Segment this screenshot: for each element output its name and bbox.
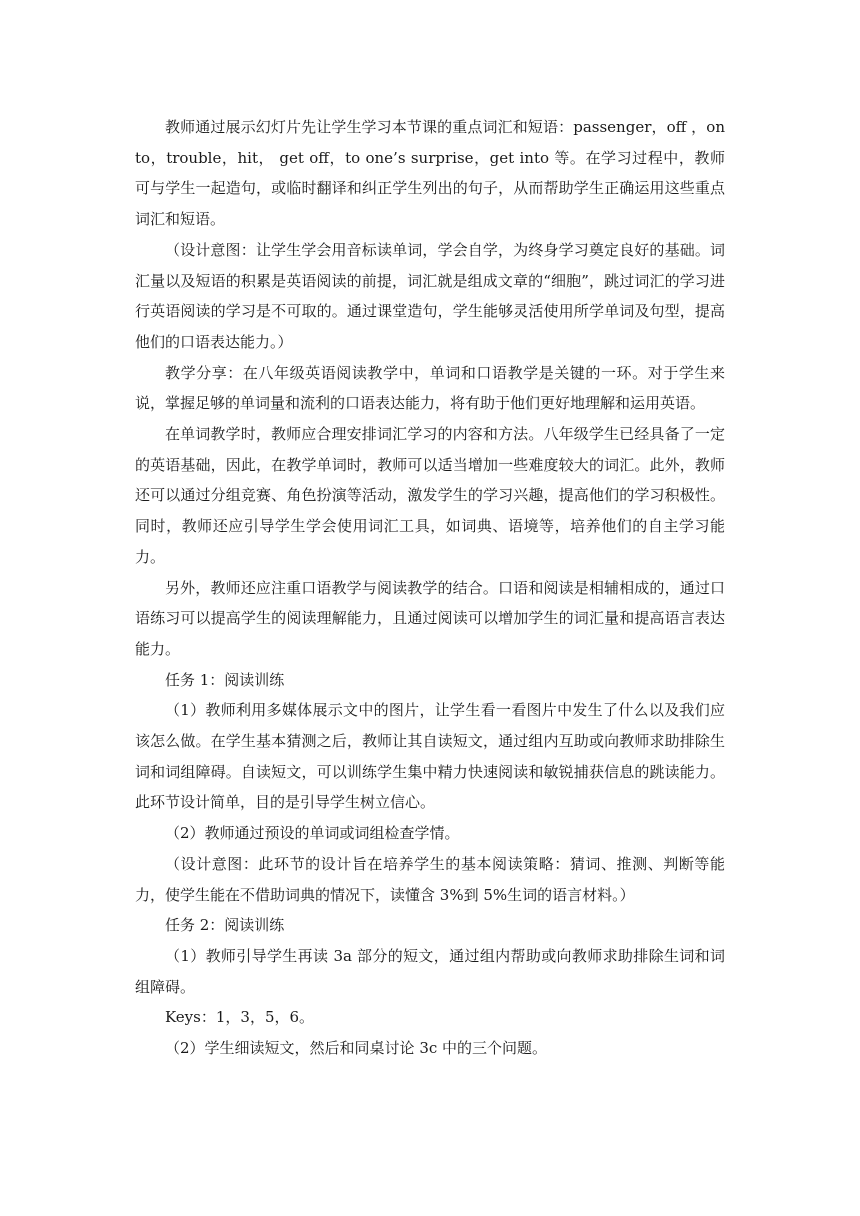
paragraph-oral-reading: 另外，教师还应注重口语教学与阅读教学的结合。口语和阅读是相辅相成的，通过口语练习可以提高学生的阅读理解能力，且通过阅读可以增加学生的词汇量和提高语言表达能力。 bbox=[135, 578, 725, 658]
paragraph-task1-step1: （1）教师利用多媒体展示文中的图片，让学生看一看图片中发生了什么以及我们应该怎么做。在学生基本猜测之后，教师让其自读短文，通过组内互助或向教师求助排除生词和词组障碍。自读短文，可以训练学生集中精力快速阅读和敏锐捕获信息的跳读能力。此环节设计简单，目的是引导学生树立信心。 bbox=[135, 701, 725, 812]
task-1-heading: 任务 1：阅读训练 bbox=[165, 670, 285, 689]
paragraph-teaching-share: 教学分享：在八年级英语阅读教学中，单词和口语教学是关键的一环。对于学生来说，掌握足够的单词量和流利的口语表达能力，将有助于他们更好地理解和运用英语。 bbox=[135, 363, 725, 413]
paragraph-design-intent-2: （设计意图：此环节的设计旨在培养学生的基本阅读策略：猜词、推测、判断等能力，使学生能在不借助词典的情况下，读懂含 3%到 5%生词的语言材料。） bbox=[135, 854, 725, 904]
paragraph-task2-step2: （2）学生细读短文，然后和同桌讨论 3c 中的三个问题。 bbox=[165, 1039, 548, 1058]
paragraph-design-intent-1: （设计意图：让学生学会用音标读单词，学会自学，为终身学习奠定良好的基础。词汇量以及短语的积累是英语阅读的前提，词汇就是组成文章的“细胞”，跳过词汇的学习进行英语阅读的学习是不可取的。通过课堂造句，学生能够灵活使用所学单词及句型，提高他们的口语表达能力。） bbox=[135, 240, 725, 351]
document-body bbox=[135, 112, 725, 1064]
paragraph-keys: Keys：1，3，5，6。 bbox=[165, 1008, 315, 1027]
task-2-heading: 任务 2：阅读训练 bbox=[165, 916, 285, 935]
paragraph-task2-step1: （1）教师引导学生再读 3a 部分的短文，通过组内帮助或向教师求助排除生词和词组障碍。 bbox=[135, 946, 725, 996]
paragraph-vocabulary-intro: 教师通过展示幻灯片先让学生学习本节课的重点词汇和短语：passenger，off ，onto，trouble，hit， get off，to one’s surprise，get into 等。在学习过程中，教师可与学生一起造句，或临时翻译和纠正学生列出的句子，从而帮助学生正确运用这些重点词汇和短语。 bbox=[135, 118, 725, 229]
paragraph-task1-step2: （2）教师通过预设的单词或词组检查学情。 bbox=[165, 824, 460, 843]
paragraph-word-teaching: 在单词教学时，教师应合理安排词汇学习的内容和方法。八年级学生已经具备了一定的英语基础，因此，在教学单词时，教师可以适当增加一些难度较大的词汇。此外，教师还可以通过分组竞赛、角色扮演等活动，激发学生的学习兴趣，提高他们的学习积极性。同时，教师还应引导学生学会使用词汇工具，如词典、语境等，培养他们的自主学习能力。 bbox=[135, 425, 725, 566]
